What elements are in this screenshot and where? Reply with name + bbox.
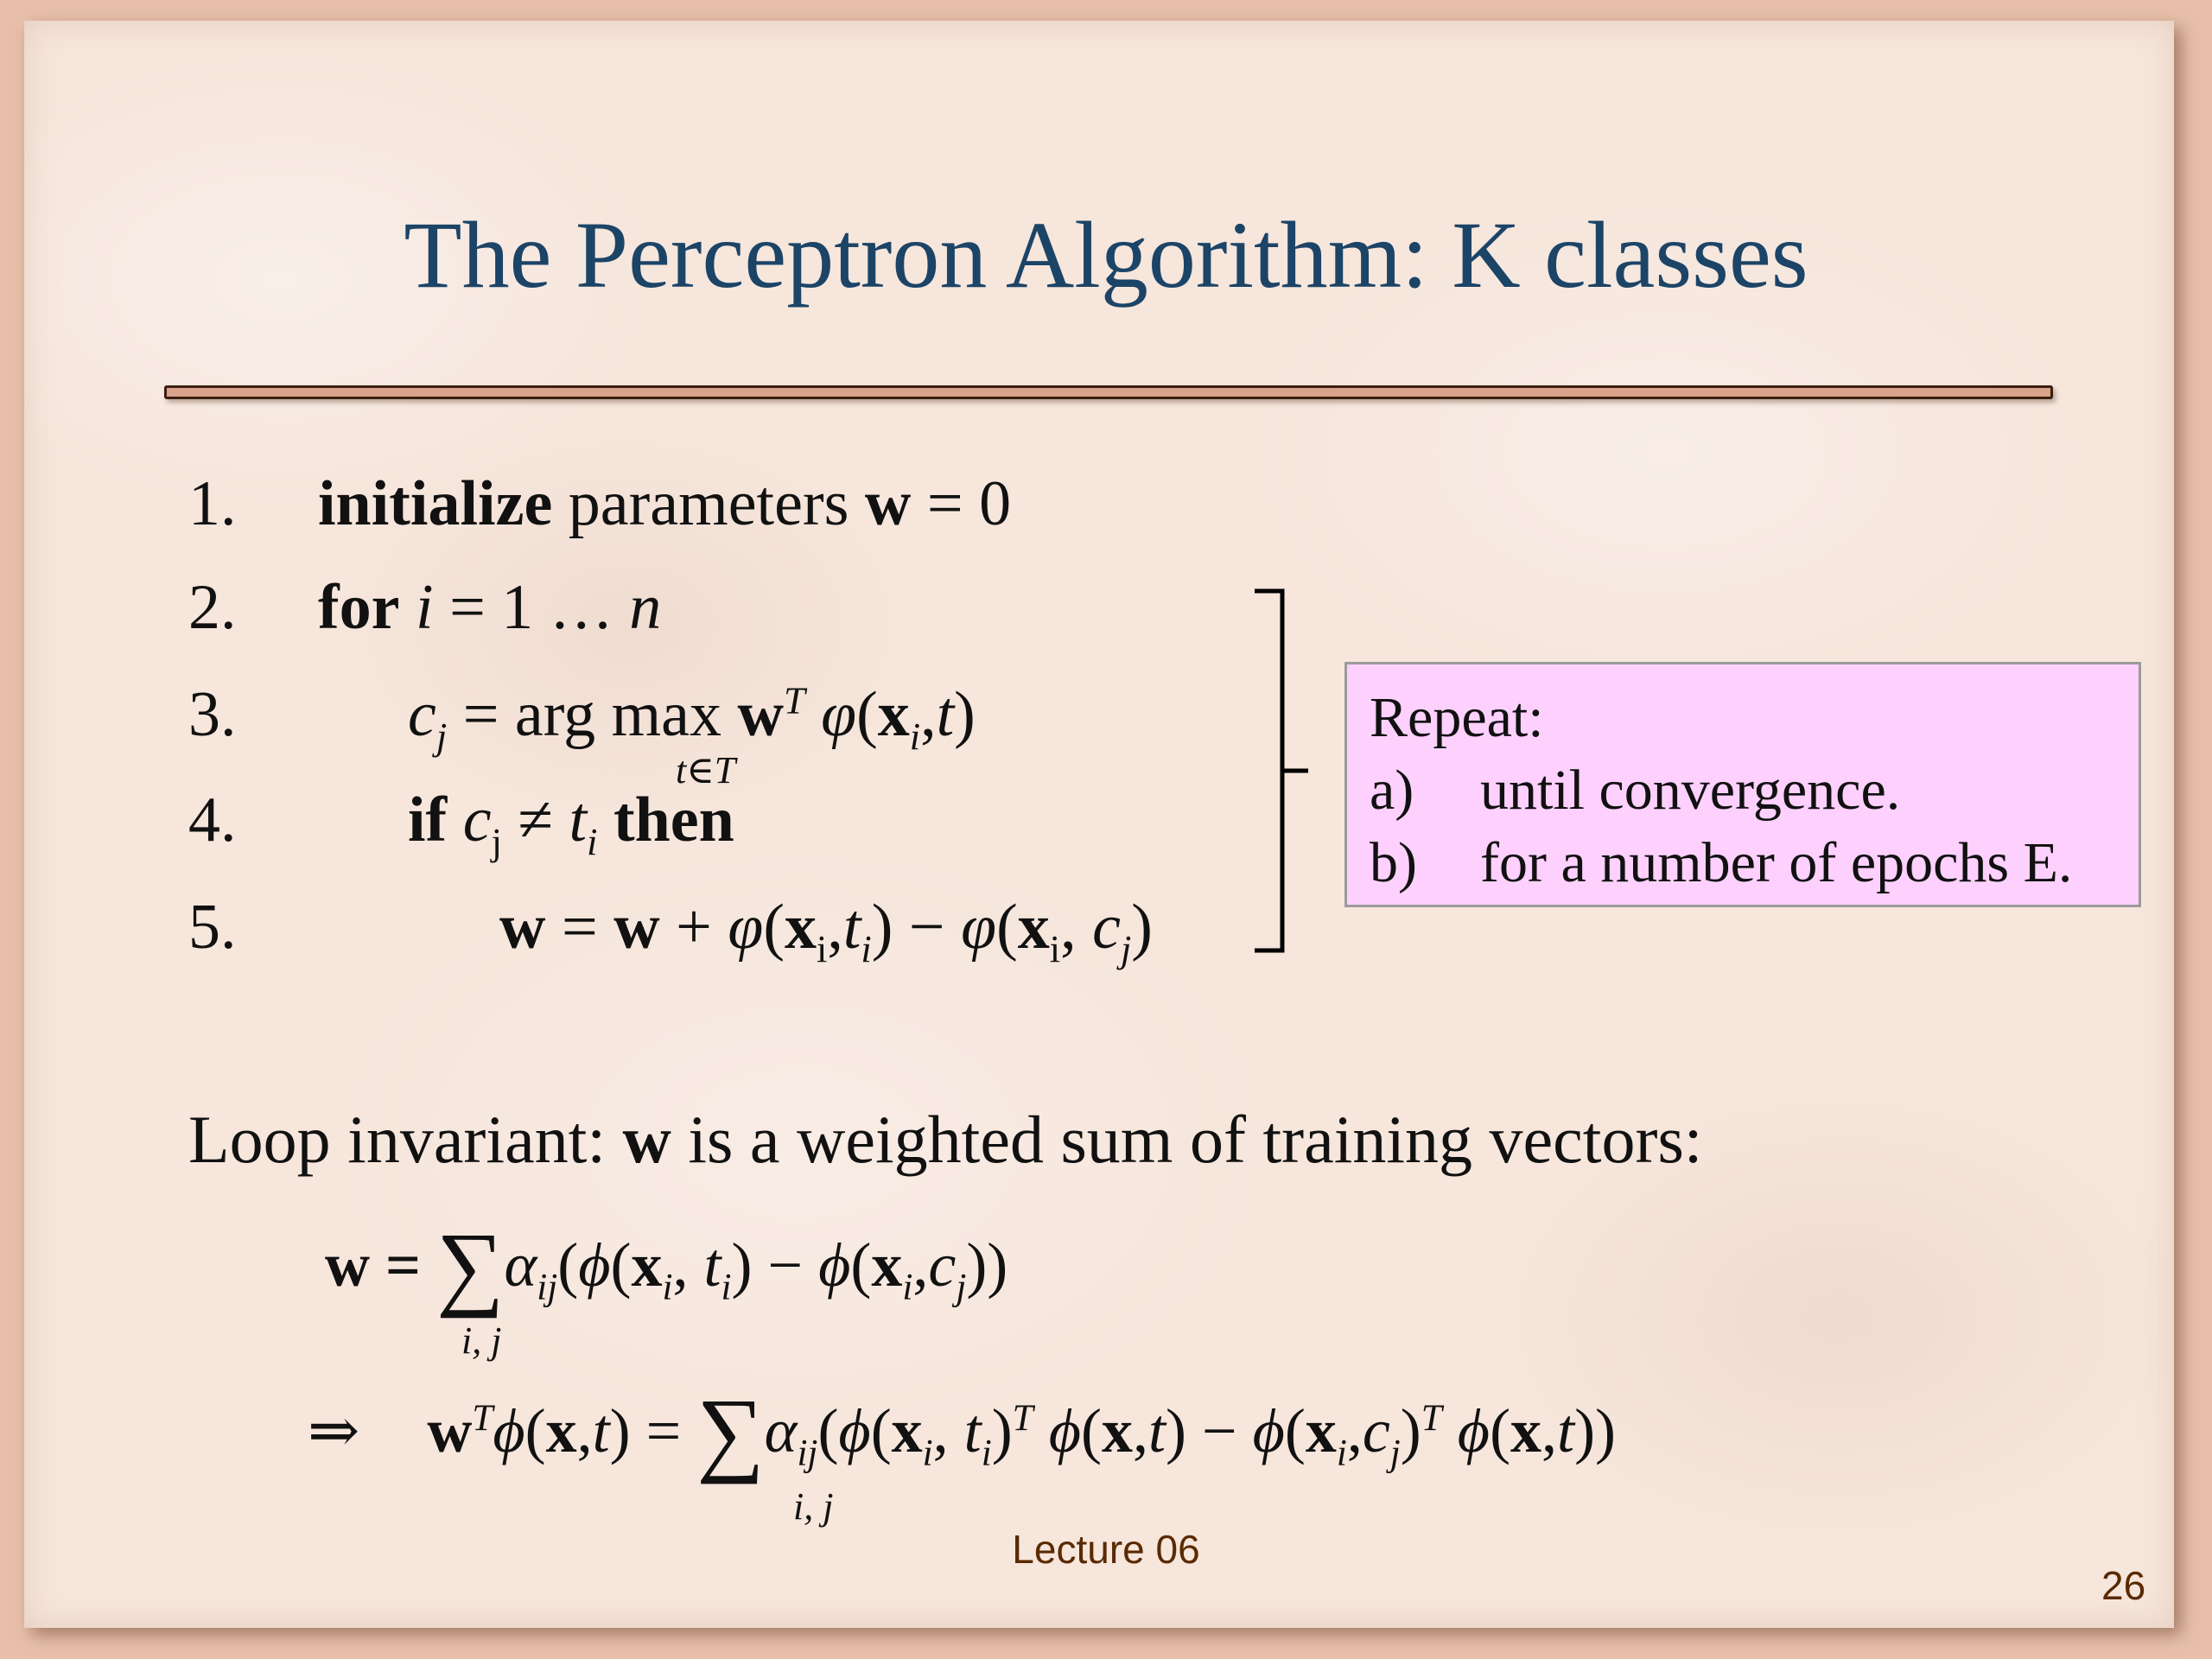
step-2-text: for i = 1 … n: [318, 572, 662, 643]
step-4-text: if $c_j \ne t_i$ then: [408, 785, 734, 863]
keyword-initialize: initialize: [318, 468, 553, 539]
equation-1: $w = \sum\alpha_{ij}(\phi(x_i$, $t_i) - \phi(x_i,c_j)$): [325, 1213, 1008, 1319]
step-number-4: 4.: [188, 785, 237, 855]
loop-invariant-text: Loop invariant: w is a weighted sum of training vectors:: [188, 1102, 1703, 1177]
keyword-if: if: [408, 785, 448, 855]
repeat-note-box: [1344, 662, 2141, 907]
repeat-heading: Repeat:: [1370, 686, 1544, 749]
implies-symbol: ⇒: [308, 1396, 360, 1465]
footer-lecture: Lecture 06: [1012, 1527, 1200, 1572]
repeat-bracket: [1244, 584, 1313, 964]
sum-symbol-1: ∑: [436, 1213, 505, 1319]
step-number-3: 3.: [188, 679, 237, 750]
step-number-2: 2.: [188, 572, 237, 643]
sum-index-1: i, j: [461, 1319, 502, 1362]
step-5-formula: $w = w + \varphi(x_i,t_i) - \varphi(x_i$, $c_j$): [499, 892, 1153, 970]
repeat-item-a: a) until convergence.: [1370, 759, 1901, 822]
step-number-5: 5.: [188, 892, 237, 963]
page-number: 26: [2101, 1563, 2146, 1608]
step-number-1: 1.: [188, 468, 237, 539]
sum-index-2: i, j: [793, 1485, 834, 1528]
step-3-formula: $c_j$ = arg $\max w^T$ $\varphi(x_i,t)$: [408, 678, 976, 758]
equation-2: ⇒ $w^T\phi(x,t) = \sum\alpha_{ij}(\phi(x_i$, $t_i)^T$ $\phi(x,t) - \phi(x_i,c_j)^T$ ϕ(x,t)): [308, 1379, 1617, 1484]
keyword-then: then: [613, 785, 734, 855]
step-1-text: initialize parameters w = 0: [318, 468, 1012, 539]
slide-title: The Perceptron Algorithm: K classes: [404, 202, 1808, 308]
title-divider: [164, 385, 2053, 399]
keyword-for: for: [318, 572, 400, 643]
argmax-subscript: t∈T: [676, 749, 736, 791]
sum-symbol-2: ∑: [696, 1379, 765, 1484]
repeat-item-b: b) for a number of epochs E.: [1370, 831, 2073, 894]
